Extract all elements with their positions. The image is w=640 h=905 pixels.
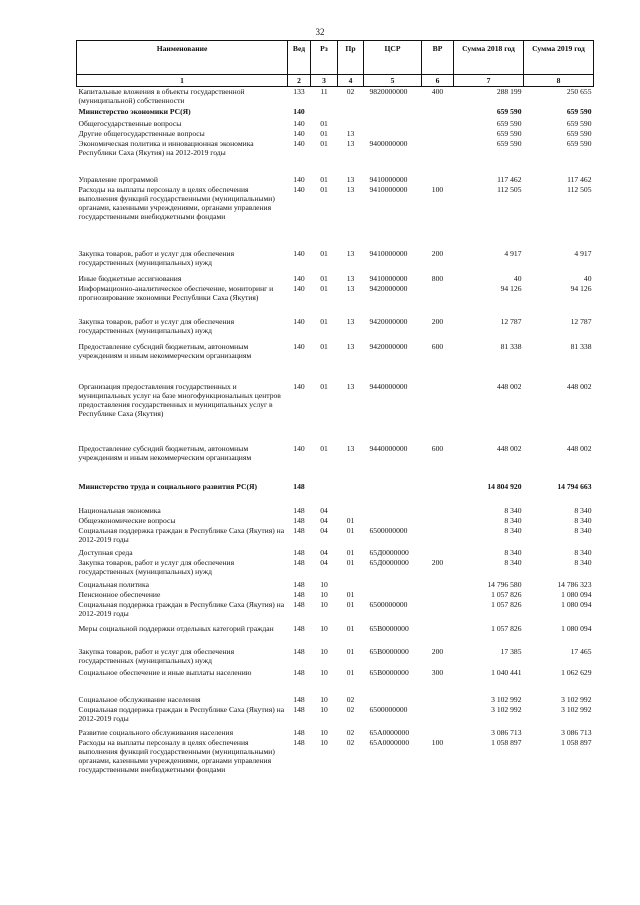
row-ved: 148 xyxy=(293,667,305,677)
row-ved: 140 xyxy=(293,273,305,283)
table-row xyxy=(77,129,594,139)
row-name: Социальная поддержка граждан в Республике Саха (Якутия) на 2012-2019 годы xyxy=(78,599,285,618)
column-number: 2 xyxy=(288,75,311,87)
row-sum-2018: 14 796 580 xyxy=(487,579,522,589)
row-vr xyxy=(422,705,454,728)
row-ved: 148 xyxy=(293,525,305,535)
row-name: Закупка товаров, работ и услуг для обеспечения государственных (муниципальных) нужд xyxy=(78,316,235,335)
table-row xyxy=(77,342,594,382)
row-ved: 140 xyxy=(293,174,305,184)
row-sum-2018: 12 787 xyxy=(500,316,522,326)
row-sum-2018: 112 505 xyxy=(497,184,522,194)
row-pr: 01 xyxy=(346,547,355,557)
row-name: Пенсионное обеспечение xyxy=(78,589,161,599)
row-ved: 148 xyxy=(293,727,305,737)
row-sum-2019: 1 080 094 xyxy=(561,623,592,633)
row-rz: 01 xyxy=(320,381,328,391)
row-name: Министерство экономики РС(Я) xyxy=(78,106,191,116)
column-number: 4 xyxy=(338,75,364,87)
row-csr: 9440000000 xyxy=(369,381,408,391)
row-csr: 9420000000 xyxy=(369,341,408,351)
row-csr: 6500000000 xyxy=(369,599,408,609)
header-sum-2018: Сумма 2018 год xyxy=(454,41,524,75)
row-csr xyxy=(364,580,422,590)
row-sum-2019: 40 xyxy=(583,273,592,283)
row-name: Информационно-аналитическое обеспечение, мониторинг и прогнозирование экономики Республики Саха (Якутия) xyxy=(78,283,274,302)
table-row xyxy=(77,526,594,548)
row-name: Социальное обслуживание населения xyxy=(78,694,201,704)
column-number-row xyxy=(77,75,594,87)
table-row xyxy=(77,87,594,107)
header-pr: Пр xyxy=(338,41,364,75)
row-vr: 200 xyxy=(431,316,444,326)
row-name: Управление программой xyxy=(78,174,158,184)
row-sum-2019: 112 505 xyxy=(567,184,592,194)
row-sum-2018: 3 102 992 xyxy=(491,694,522,704)
row-pr: 01 xyxy=(346,557,355,567)
header-ved: Вед xyxy=(288,41,311,75)
row-rz: 10 xyxy=(320,704,328,714)
row-sum-2018: 659 590 xyxy=(496,106,522,116)
row-rz: 01 xyxy=(320,443,328,453)
row-csr xyxy=(364,119,422,129)
row-csr xyxy=(364,590,422,600)
row-rz: 01 xyxy=(320,184,328,194)
row-vr xyxy=(422,590,454,600)
row-sum-2018: 3 102 992 xyxy=(491,704,522,714)
row-pr: 01 xyxy=(346,515,355,525)
row-name: Развитие социального обслуживания населения xyxy=(78,727,234,737)
row-csr xyxy=(364,129,422,139)
row-csr xyxy=(364,506,422,516)
row-csr: 9410000000 xyxy=(369,174,408,184)
row-name: Министерство труда и социального развития РС(Я) xyxy=(78,481,258,491)
row-pr: 13 xyxy=(346,341,355,351)
header-rz: Рз xyxy=(311,41,338,75)
row-rz: 04 xyxy=(320,515,328,525)
row-sum-2018: 8 340 xyxy=(504,515,522,525)
row-pr: 13 xyxy=(346,174,355,184)
row-rz: 01 xyxy=(320,138,328,148)
row-ved: 140 xyxy=(293,443,305,453)
row-sum-2019: 1 080 094 xyxy=(561,589,592,599)
column-number: 3 xyxy=(311,75,338,87)
row-ved: 148 xyxy=(293,557,305,567)
row-name: Закупка товаров, работ и услуг для обеспечения государственных (муниципальных) нужд xyxy=(78,646,235,665)
row-rz: 11 xyxy=(320,87,328,96)
table-row xyxy=(77,624,594,647)
row-sum-2019: 8 340 xyxy=(574,505,592,515)
table-row xyxy=(77,317,594,342)
table-row xyxy=(77,590,594,600)
column-number: 6 xyxy=(422,75,454,87)
table-row xyxy=(77,382,594,444)
row-vr: 300 xyxy=(431,667,444,677)
row-csr: 65В0000000 xyxy=(369,646,409,656)
row-sum-2019: 659 590 xyxy=(566,106,592,116)
row-sum-2018: 1 057 826 xyxy=(491,623,522,633)
row-name: Национальная экономика xyxy=(78,505,161,515)
row-csr: 9420000000 xyxy=(369,316,408,326)
row-csr: 9420000000 xyxy=(369,283,408,293)
row-sum-2019: 659 590 xyxy=(566,138,592,148)
row-csr: 9820000000 xyxy=(369,87,408,96)
table-row xyxy=(77,139,594,175)
table-row xyxy=(77,274,594,284)
row-rz: 10 xyxy=(320,589,328,599)
row-sum-2019: 659 590 xyxy=(566,118,592,128)
table-row xyxy=(77,668,594,695)
row-pr xyxy=(338,119,364,129)
row-name: Социальная поддержка граждан в Республике Саха (Якутия) на 2012-2019 годы xyxy=(78,525,285,544)
table-row xyxy=(77,444,594,482)
table-row xyxy=(77,284,594,317)
row-sum-2019: 14 786 323 xyxy=(557,579,592,589)
row-vr xyxy=(422,516,454,526)
row-sum-2018: 1 058 897 xyxy=(491,737,522,747)
row-sum-2019: 1 080 094 xyxy=(561,599,592,609)
row-pr: 13 xyxy=(346,283,355,293)
row-pr: 13 xyxy=(346,273,355,283)
table-row xyxy=(77,506,594,516)
row-ved: 148 xyxy=(293,694,305,704)
row-ved: 140 xyxy=(293,106,305,116)
row-csr: 6500000000 xyxy=(369,704,408,714)
row-sum-2018: 81 338 xyxy=(500,341,522,351)
table-row xyxy=(77,175,594,185)
row-sum-2019: 117 462 xyxy=(567,174,592,184)
row-sum-2018: 448 002 xyxy=(496,443,522,453)
row-ved: 148 xyxy=(293,579,305,589)
row-sum-2018: 14 804 920 xyxy=(487,481,522,491)
row-name: Другие общегосударственные вопросы xyxy=(78,128,205,138)
column-number: 7 xyxy=(454,75,524,87)
row-sum-2018: 40 xyxy=(513,273,522,283)
row-sum-2019: 12 787 xyxy=(570,316,592,326)
row-rz xyxy=(311,107,338,119)
header-vr: ВР xyxy=(422,41,454,75)
row-ved: 148 xyxy=(293,547,305,557)
row-rz: 10 xyxy=(320,599,328,609)
row-pr: 02 xyxy=(346,727,355,737)
row-sum-2018: 448 002 xyxy=(496,381,522,391)
row-name: Закупка товаров, работ и услуг для обеспечения государственных (муниципальных) нужд xyxy=(78,248,235,267)
row-csr: 9400000000 xyxy=(369,138,408,148)
table-row xyxy=(77,516,594,526)
row-name: Общеэкономические вопросы xyxy=(78,515,176,525)
row-name: Предоставление субсидий бюджетным, автономным учреждениям и иным некоммерческим организациям xyxy=(78,443,252,462)
row-ved: 148 xyxy=(293,623,305,633)
column-number: 8 xyxy=(524,75,594,87)
row-rz: 01 xyxy=(320,273,328,283)
row-sum-2019: 3 086 713 xyxy=(561,727,592,737)
row-pr xyxy=(338,107,364,119)
row-ved: 140 xyxy=(293,138,305,148)
table-header-row xyxy=(77,41,594,75)
row-rz: 01 xyxy=(320,248,328,258)
row-sum-2018: 117 462 xyxy=(497,174,522,184)
row-sum-2019: 250 655 xyxy=(566,87,592,96)
row-sum-2018: 94 126 xyxy=(500,283,522,293)
row-rz: 04 xyxy=(320,547,328,557)
row-ved: 140 xyxy=(293,283,305,293)
row-vr: 200 xyxy=(431,646,444,656)
table-row xyxy=(77,600,594,624)
row-ved: 148 xyxy=(293,599,305,609)
table-row xyxy=(77,695,594,705)
row-rz: 01 xyxy=(320,174,328,184)
row-name: Общегосударственные вопросы xyxy=(78,118,182,128)
table-row xyxy=(77,119,594,129)
row-pr: 02 xyxy=(346,694,355,704)
table-row xyxy=(77,249,594,274)
row-rz: 10 xyxy=(320,737,328,747)
row-vr xyxy=(422,548,454,558)
column-number: 5 xyxy=(364,75,422,87)
row-sum-2018: 1 057 826 xyxy=(491,589,522,599)
table-row xyxy=(77,580,594,590)
row-name: Расходы на выплаты персоналу в целях обеспечения выполнения функций государственными (муниципальными) органами, казенными учреждениями, органами управления государственными внебюджетными фондами xyxy=(78,184,275,222)
row-ved: 140 xyxy=(293,128,305,138)
row-vr xyxy=(422,482,454,506)
row-sum-2019: 8 340 xyxy=(574,515,592,525)
row-name: Иные бюджетные ассигнования xyxy=(78,273,182,283)
row-ved: 148 xyxy=(293,589,305,599)
row-pr: 01 xyxy=(346,646,355,656)
row-rz: 10 xyxy=(320,667,328,677)
row-pr: 13 xyxy=(346,138,355,148)
row-sum-2018: 288 199 xyxy=(496,87,522,96)
row-sum-2018: 8 340 xyxy=(504,547,522,557)
row-name: Социальная политика xyxy=(78,579,149,589)
row-sum-2018: 659 590 xyxy=(496,138,522,148)
row-sum-2019: 17 465 xyxy=(570,646,592,656)
row-sum-2018: 1 040 441 xyxy=(491,667,522,677)
row-rz: 10 xyxy=(320,694,328,704)
row-sum-2019: 1 062 629 xyxy=(561,667,592,677)
row-vr xyxy=(422,526,454,548)
row-sum-2018: 659 590 xyxy=(496,118,522,128)
row-pr xyxy=(338,580,364,590)
row-pr: 01 xyxy=(346,667,355,677)
row-ved: 140 xyxy=(293,118,305,128)
row-sum-2018: 17 385 xyxy=(500,646,522,656)
row-vr: 600 xyxy=(431,341,444,351)
row-pr: 13 xyxy=(346,316,355,326)
row-ved: 148 xyxy=(293,704,305,714)
row-sum-2019: 448 002 xyxy=(566,443,592,453)
row-rz: 10 xyxy=(320,623,328,633)
row-sum-2019: 448 002 xyxy=(566,381,592,391)
row-vr xyxy=(422,284,454,317)
table-row xyxy=(77,482,594,506)
row-sum-2019: 659 590 xyxy=(566,128,592,138)
row-rz: 10 xyxy=(320,727,328,737)
row-ved: 140 xyxy=(293,184,305,194)
row-ved: 148 xyxy=(293,481,305,491)
row-rz: 01 xyxy=(320,283,328,293)
row-sum-2018: 8 340 xyxy=(504,505,522,515)
table-row xyxy=(77,185,594,249)
row-ved: 133 xyxy=(293,87,305,96)
row-vr: 400 xyxy=(431,87,444,96)
row-sum-2018: 659 590 xyxy=(496,128,522,138)
row-sum-2018: 8 340 xyxy=(504,557,522,567)
row-vr: 600 xyxy=(431,443,444,453)
table-row xyxy=(77,705,594,728)
row-pr xyxy=(338,482,364,506)
row-sum-2018: 4 917 xyxy=(504,248,522,258)
row-csr: 65А0000000 xyxy=(369,727,410,737)
row-ved: 140 xyxy=(293,341,305,351)
row-vr xyxy=(422,382,454,444)
row-pr: 01 xyxy=(346,623,355,633)
row-sum-2019: 14 794 663 xyxy=(557,481,592,491)
row-ved: 140 xyxy=(293,248,305,258)
row-vr: 800 xyxy=(431,273,444,283)
row-csr: 9440000000 xyxy=(369,443,408,453)
page-number: 32 xyxy=(315,27,325,37)
row-rz: 01 xyxy=(320,341,328,351)
row-csr: 6500000000 xyxy=(369,525,408,535)
row-name: Расходы на выплаты персоналу в целях обеспечения выполнения функций государственными (муниципальными) органами, казенными учреждениями, органами управления государственными внебюджетными фондами xyxy=(78,737,275,775)
row-csr xyxy=(364,107,422,119)
table-row xyxy=(77,558,594,580)
row-sum-2019: 3 102 992 xyxy=(561,704,592,714)
row-name: Организация предоставления государственных и муниципальных услуг на базе многофункциональных центров предоставления государственных и муниципальных услуг в Республике Саха (Якутия) xyxy=(78,381,281,419)
row-sum-2019: 3 102 992 xyxy=(561,694,592,704)
row-csr: 65А0000000 xyxy=(369,737,410,747)
row-csr: 9410000000 xyxy=(369,273,408,283)
row-name: Капитальные вложения в объекты государственной (муниципальной) собственности xyxy=(78,87,245,106)
row-rz: 10 xyxy=(320,579,328,589)
row-vr xyxy=(422,119,454,129)
row-csr: 9410000000 xyxy=(369,184,408,194)
row-sum-2019: 8 340 xyxy=(574,547,592,557)
row-pr: 02 xyxy=(346,737,355,747)
row-name: Доступная среда xyxy=(78,547,133,557)
row-vr: 200 xyxy=(431,557,444,567)
row-rz: 01 xyxy=(320,316,328,326)
row-pr: 01 xyxy=(346,599,355,609)
row-ved: 140 xyxy=(293,381,305,391)
row-sum-2019: 8 340 xyxy=(574,557,592,567)
row-ved: 148 xyxy=(293,505,305,515)
header-csr: ЦСР xyxy=(364,41,422,75)
row-vr xyxy=(422,580,454,590)
row-sum-2019: 8 340 xyxy=(574,525,592,535)
row-name: Социальная поддержка граждан в Республике Саха (Якутия) на 2012-2019 годы xyxy=(78,704,285,723)
row-ved: 148 xyxy=(293,737,305,747)
row-name: Предоставление субсидий бюджетным, автономным учреждениям и иным некоммерческим организациям xyxy=(78,341,252,360)
row-vr xyxy=(422,139,454,175)
row-rz: 10 xyxy=(320,646,328,656)
row-vr xyxy=(422,175,454,185)
row-ved: 148 xyxy=(293,515,305,525)
row-sum-2018: 1 057 826 xyxy=(491,599,522,609)
row-vr xyxy=(422,624,454,647)
row-vr: 200 xyxy=(431,248,444,258)
row-pr xyxy=(338,506,364,516)
row-vr xyxy=(422,728,454,738)
row-sum-2019: 81 338 xyxy=(570,341,592,351)
row-pr: 13 xyxy=(346,248,355,258)
table-row xyxy=(77,728,594,738)
row-ved: 148 xyxy=(293,646,305,656)
table-body xyxy=(77,87,594,786)
row-pr: 13 xyxy=(346,381,355,391)
row-pr: 02 xyxy=(346,704,355,714)
row-vr: 100 xyxy=(431,184,444,194)
header-sum-2019: Сумма 2019 год xyxy=(524,41,594,75)
column-number: 1 xyxy=(77,75,288,87)
row-name: Социальное обеспечение и иные выплаты населению xyxy=(78,667,252,677)
row-pr: 13 xyxy=(346,443,355,453)
row-csr xyxy=(364,516,422,526)
table-row xyxy=(77,647,594,668)
table-row xyxy=(77,107,594,119)
row-csr: 65В0000000 xyxy=(369,667,409,677)
row-vr xyxy=(422,107,454,119)
row-rz: 04 xyxy=(320,505,328,515)
row-pr: 13 xyxy=(346,184,355,194)
row-sum-2019: 94 126 xyxy=(570,283,592,293)
row-pr: 01 xyxy=(346,525,355,535)
table-row xyxy=(77,548,594,558)
row-rz: 01 xyxy=(320,118,328,128)
row-rz: 01 xyxy=(320,128,328,138)
row-vr xyxy=(422,506,454,516)
row-rz: 04 xyxy=(320,557,328,567)
table-row xyxy=(77,738,594,786)
row-pr: 13 xyxy=(346,128,355,138)
header-name: Наименование xyxy=(77,41,288,75)
row-vr xyxy=(422,600,454,624)
row-name: Закупка товаров, работ и услуг для обеспечения государственных (муниципальных) нужд xyxy=(78,557,235,576)
row-sum-2018: 3 086 713 xyxy=(491,727,522,737)
row-name: Экономическая политика и инновационная экономика Республики Саха (Якутия) на 2012-2019 годы xyxy=(78,138,254,157)
row-sum-2019: 1 058 897 xyxy=(561,737,592,747)
row-name: Меры социальной поддержки отдельных категорий граждан xyxy=(78,623,274,633)
row-pr: 02 xyxy=(346,87,355,96)
row-sum-2018: 8 340 xyxy=(504,525,522,535)
row-csr xyxy=(364,695,422,705)
row-rz xyxy=(311,482,338,506)
row-sum-2019: 4 917 xyxy=(574,248,592,258)
row-pr: 01 xyxy=(346,589,355,599)
row-csr: 65В0000000 xyxy=(369,623,409,633)
row-csr: 9410000000 xyxy=(369,248,408,258)
budget-table xyxy=(76,40,594,786)
row-csr: 65Д0000000 xyxy=(369,547,409,557)
row-vr xyxy=(422,129,454,139)
row-vr xyxy=(422,695,454,705)
row-csr: 65Д0000000 xyxy=(369,557,409,567)
row-rz: 04 xyxy=(320,525,328,535)
row-vr: 100 xyxy=(431,737,444,747)
row-csr xyxy=(364,482,422,506)
row-ved: 140 xyxy=(293,316,305,326)
